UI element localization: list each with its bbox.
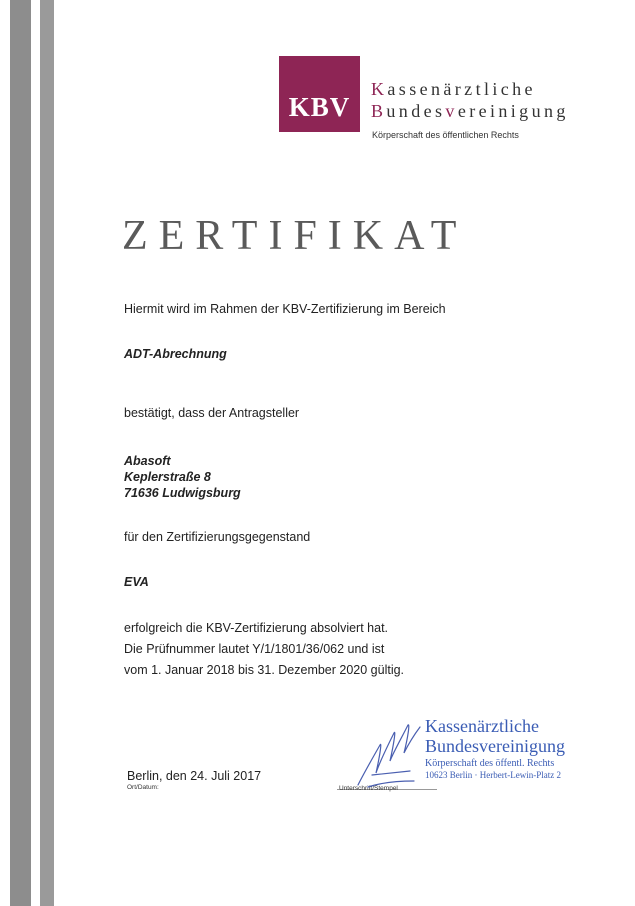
confirm-text: bestätigt, dass der Antragsteller — [124, 406, 300, 420]
certified-subject: EVA — [124, 575, 149, 589]
org-name-line1: Kassenärztliche — [371, 79, 536, 99]
kbv-logo — [279, 56, 360, 132]
place-date-label: Ort/Datum: — [127, 784, 159, 791]
kbv-logo-text: KBV — [288, 92, 351, 122]
result-line-2: Die Prüfnummer lautet Y/1/1801/36/062 und ist — [124, 642, 385, 656]
stamp-line-1: Kassenärztliche — [425, 716, 539, 736]
place-date: Berlin, den 24. Juli 2017 — [127, 769, 262, 783]
applicant-city: 71636 Ludwigsburg — [124, 486, 241, 500]
decorative-side-bar-right — [40, 0, 54, 906]
intro-text: Hiermit wird im Rahmen der KBV-Zertifizierung im Bereich — [124, 302, 446, 316]
stamp-line-2: Bundesvereinigung — [425, 736, 565, 756]
result-line-3: vom 1. Januar 2018 bis 31. Dezember 2020 gültig. — [124, 663, 405, 677]
applicant-street: Keplerstraße 8 — [124, 470, 211, 484]
certification-area: ADT-Abrechnung — [124, 347, 227, 361]
stamp-line-4: 10623 Berlin · Herbert-Lewin-Platz 2 — [425, 770, 561, 780]
result-line-1: erfolgreich die KBV-Zertifizierung absolviert hat. — [124, 621, 389, 635]
org-subtitle: Körperschaft des öffentlichen Rechts — [372, 130, 519, 140]
subject-intro: für den Zertifizierungsgegenstand — [124, 530, 311, 544]
stamp-line-3: Körperschaft des öffentl. Rechts — [425, 758, 555, 769]
applicant-name: Abasoft — [124, 454, 171, 468]
signature-label: Unterschrift/Stempel — [339, 785, 398, 792]
decorative-side-bar-left — [10, 0, 31, 906]
org-name-line2: Bundesvereinigung — [371, 101, 569, 121]
certificate-title: ZERTIFIKAT — [122, 213, 468, 259]
